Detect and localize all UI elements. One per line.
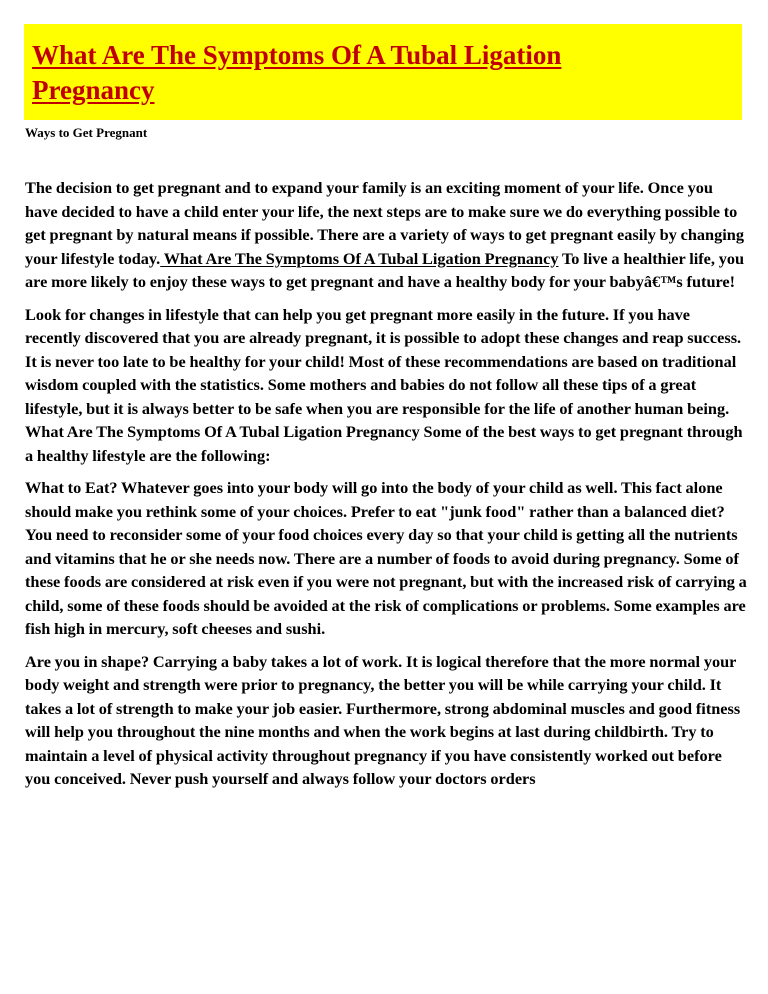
paragraph-intro-text: The decision to get pregnant and to expand your family is an exciting moment of your life. Once you have decided to have a child enter your life, the next steps are to make sure we do everything possible to get pregnant by natural means if possible. There are a variety of ways to get pregnant easily by changing your lifestyle today. — [25, 178, 744, 268]
paragraph-lifestyle: Look for changes in lifestyle that can help you get pregnant more easily in the future. If you have recently discovered that you are already pregnant, it is possible to adopt these changes and reap success. It is never too late to be healthy for your child! Most of these recommendations are based on traditional wisdom coupled with the statistics. Some mothers and babies do not follow all these tips of a great lifestyle, but it is always better to be safe when you are responsible for the life of another human being. What Are The Symptoms Of A Tubal Ligation Pregnancy Some of the best ways to get pregnant through a healthy lifestyle are the following: — [25, 304, 743, 465]
paragraph-what-to-eat: What to Eat? Whatever goes into your body will go into the body of your child as well. This fact alone should make you rethink some of your choices. Prefer to eat "junk food" rather than a balanced diet? You need to reconsider some of your food choices every day so that your child is getting all the nutrients and vitamins that he or she needs now. There are a number of foods to avoid during pregnancy. Some of these foods are considered at risk even if you were not pregnant, but with the increased risk of carrying a child, some of these foods should be avoided at the risk of complications or problems. Some examples are fish high in mercury, soft cheeses and sushi. — [25, 478, 747, 638]
paragraph-intro — [25, 176, 747, 294]
paragraph-intro-continued: To live a healthier life, you are more likely to enjoy these ways to get pregnant and have a healthy body for your babyâ€™s future! — [25, 248, 745, 291]
page-title: What Are The Symptoms Of A Tubal Ligation Pregnancy — [32, 40, 562, 105]
title-link[interactable]: What Are The Symptoms Of A Tubal Ligation Pregnancy — [160, 248, 559, 268]
title-banner — [24, 24, 742, 120]
page-subtitle: Ways to Get Pregnant — [25, 125, 148, 140]
paragraph-in-shape: Are you in shape? Carrying a baby takes a lot of work. It is logical therefore that the more normal your body weight and strength were prior to pregnancy, the better you will be while carrying your child. It takes a lot of strength to make your job easier. Furthermore, strong abdominal muscles and good fitness will help you throughout the nine months and when the work begins at last during childbirth. Try to maintain a level of physical activity throughout pregnancy if you have consistently worked out before you conceived. Never push yourself and always follow your doctors orders — [25, 651, 741, 788]
article-body — [25, 176, 747, 800]
